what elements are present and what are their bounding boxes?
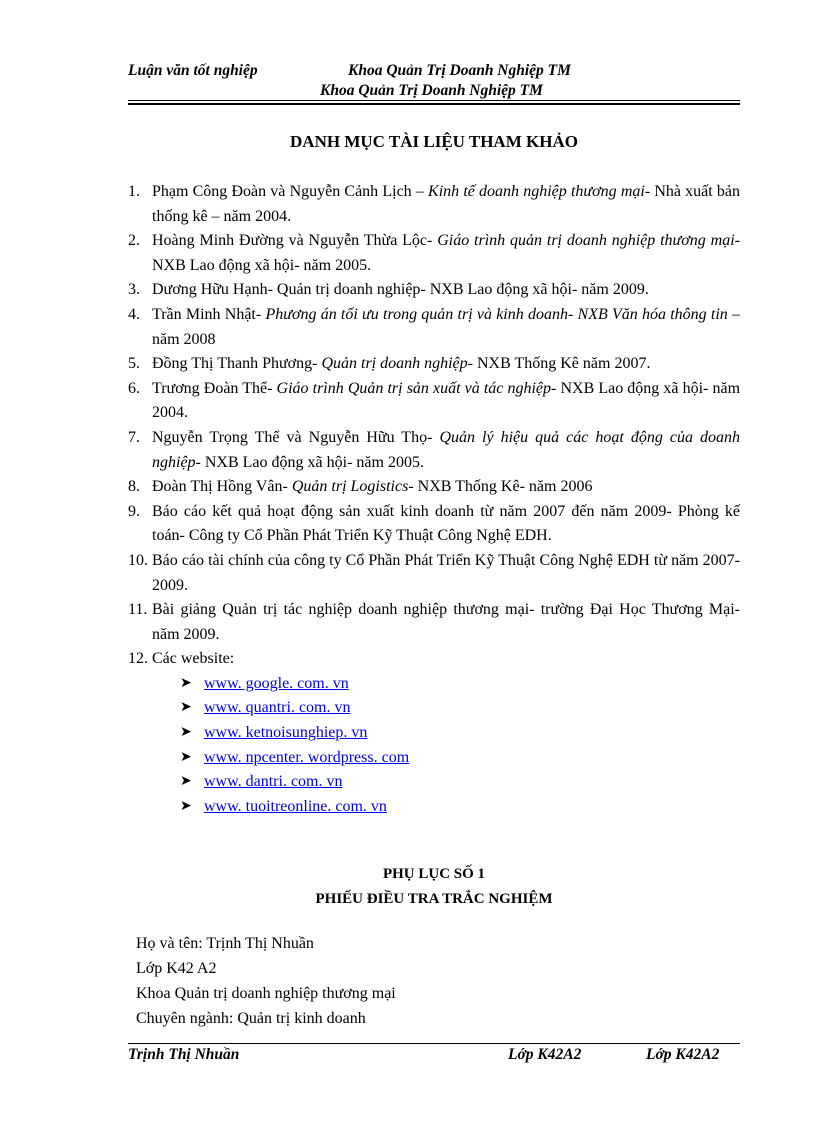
reference-publisher: - NXB Thống Kê năm 2007. [467, 355, 651, 373]
student-name: Họ và tên: Trịnh Thị Nhuần [136, 935, 314, 952]
website-link[interactable]: www. tuoitreonline. com. vn [204, 797, 387, 815]
student-major: Chuyên ngành: Quản trị kinh doanh [136, 1010, 366, 1027]
reference-number: 6. [128, 379, 140, 397]
reference-text: Đoàn Thị Hồng Vân- [152, 478, 292, 496]
reference-text: Dương Hữu Hạnh- Quản trị doanh nghiệp- NXB Lao động xã hội- năm 2009. [152, 281, 649, 299]
website-link[interactable]: www. npcenter. wordpress. com [204, 748, 410, 766]
reference-publisher: - NXB Lao động xã hội- năm 2004. [152, 379, 741, 422]
student-info [136, 931, 396, 1031]
header-faculty-label: Khoa Quản Trị Doanh Nghiệp TM [348, 62, 571, 79]
website-link[interactable]: www. ketnoisunghiep. vn [204, 724, 368, 742]
footer-divider [128, 1043, 740, 1044]
arrow-bullet-icon: ➤ [180, 700, 192, 716]
reference-item [128, 278, 740, 303]
reference-text: Phạm Công Đoàn và Nguyễn Cảnh Lịch – [152, 183, 429, 200]
arrow-bullet-icon: ➤ [180, 798, 192, 814]
reference-item [128, 598, 740, 647]
reference-title: Kinh tế doanh nghiệp thương mại [428, 183, 645, 200]
reference-text: Nguyễn Trọng Thể và Nguyễn Hữu Thọ- [152, 428, 440, 446]
reference-item [128, 475, 740, 500]
reference-item [128, 426, 740, 475]
reference-publisher: - NXB Lao động xã hội- năm 2005. [152, 232, 740, 274]
footer-author: Trịnh Thị Nhuần [128, 1046, 240, 1063]
arrow-bullet-icon: ➤ [180, 774, 192, 790]
reference-publisher: - Nhà xuất bản thống kê – năm 2004. [152, 183, 741, 225]
reference-number: 1. [128, 183, 140, 200]
reference-item [128, 352, 740, 377]
reference-number: 9. [128, 502, 140, 520]
reference-text: Trần Minh Nhật- [152, 305, 266, 323]
reference-title: Phương án tối ưu trong quản trị và kinh doanh- NXB Văn hóa thông tin [265, 305, 728, 323]
header-thesis-label: Luận văn tốt nghiệp [128, 62, 258, 79]
footer-class-repeat: Lớp K42A2 [646, 1046, 720, 1063]
footer-class: Lớp K42A2 [508, 1046, 582, 1063]
reference-number: 2. [128, 232, 140, 250]
reference-number: 12. [128, 650, 148, 668]
reference-text: Báo cáo tài chính của công ty Cổ Phần Phát Triển Kỹ Thuật Công Nghệ EDH từ năm 2007- 2009. [152, 551, 740, 594]
reference-publisher: - NXB Thống Kê- năm 2006 [408, 478, 593, 496]
website-item [180, 672, 740, 697]
reference-number: 10. [128, 551, 148, 569]
reference-title: Quản trị doanh nghiệp [321, 355, 468, 373]
website-item [180, 746, 740, 771]
page-title: DANH MỤC TÀI LIỆU THAM KHẢO [290, 132, 578, 151]
reference-publisher: - NXB Lao động xã hội- năm 2005. [195, 453, 424, 471]
reference-title: Quản lý hiệu quả các hoạt động của doanh nghiệp [152, 428, 740, 471]
website-link[interactable]: www. quantri. com. vn [204, 699, 351, 717]
reference-item [128, 377, 740, 426]
reference-item [128, 549, 740, 598]
appendix-title: PHIẾU ĐIỀU TRA TRẮC NGHIỆM [315, 891, 553, 907]
reference-text: Bài giảng Quản trị tác nghiệp doanh nghiệp thương mại- trường Đại Học Thương Mại- năm 2009. [152, 601, 740, 643]
website-link[interactable]: www. dantri. com. vn [204, 773, 343, 791]
reference-text: Báo cáo kết quả hoạt động sản xuất kinh doanh từ năm 2007 đến năm 2009- Phòng kế toán- Công ty Cổ Phần Phát Triển Kỹ Thuật Công Nghệ EDH. [152, 502, 740, 545]
reference-number: 5. [128, 355, 140, 373]
website-item [180, 696, 740, 721]
appendix-heading [128, 862, 740, 912]
header-divider-thin [128, 100, 740, 101]
reference-list [128, 180, 740, 819]
student-faculty: Khoa Quản trị doanh nghiệp thương mại [136, 985, 396, 1002]
arrow-bullet-icon: ➤ [180, 675, 192, 691]
reference-text: Đồng Thị Thanh Phương- [152, 355, 322, 373]
reference-number: 3. [128, 281, 140, 299]
reference-number: 7. [128, 428, 140, 446]
reference-title: Giáo trình Quản trị sản xuất và tác nghiệp [276, 379, 552, 397]
reference-item [128, 303, 740, 352]
reference-number: 4. [128, 305, 140, 323]
website-item [180, 770, 740, 795]
reference-item [128, 500, 740, 549]
reference-text: Hoàng Minh Đường và Nguyễn Thừa Lộc- [152, 232, 438, 250]
reference-title: Quản trị Logistics [291, 478, 409, 496]
reference-text: Các website: [152, 650, 235, 668]
reference-publisher: – năm 2008 [152, 305, 741, 348]
reference-text: Trương Đoàn Thể- [152, 379, 277, 397]
appendix-number: PHỤ LỤC SỐ 1 [382, 866, 486, 882]
arrow-bullet-icon: ➤ [180, 725, 192, 741]
website-list [152, 672, 740, 820]
reference-title: Giáo trình quản trị doanh nghiệp thương mại [437, 232, 735, 250]
reference-number: 11. [128, 601, 148, 619]
arrow-bullet-icon: ➤ [180, 749, 192, 765]
website-item [180, 795, 740, 820]
website-item [180, 721, 740, 746]
reference-item [128, 180, 740, 229]
reference-item [128, 647, 740, 819]
page-header [128, 62, 740, 104]
website-link[interactable]: www. google. com. vn [204, 674, 349, 692]
header-faculty-label-repeat: Khoa Quản Trị Doanh Nghiệp TM [320, 82, 543, 99]
header-divider-thick [128, 103, 740, 105]
reference-number: 8. [128, 478, 140, 496]
reference-item [128, 229, 740, 278]
student-class: Lớp K42 A2 [136, 960, 217, 977]
